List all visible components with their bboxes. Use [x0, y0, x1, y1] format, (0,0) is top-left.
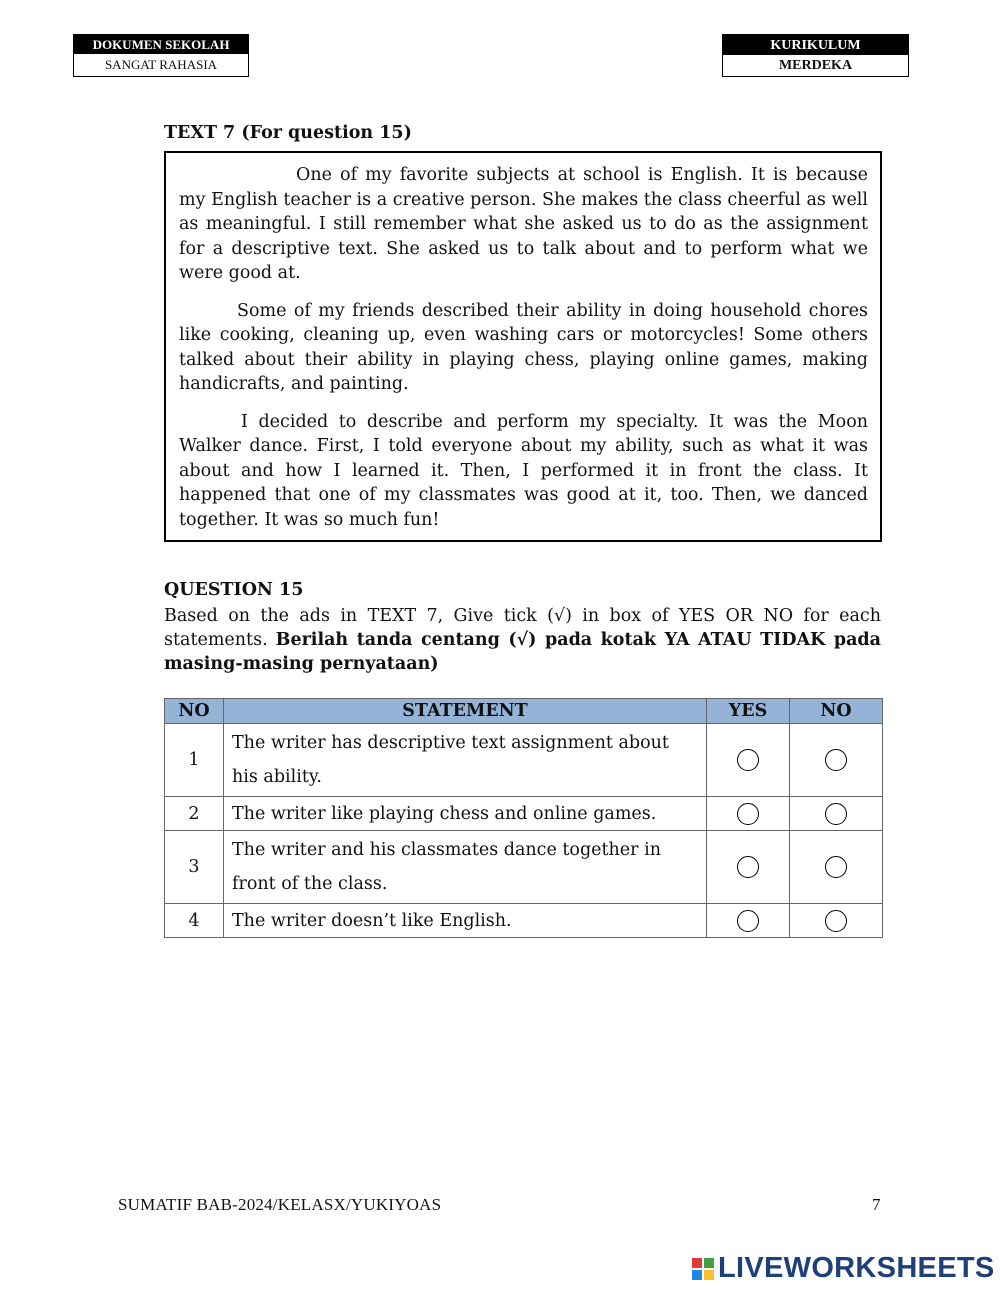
page-number: 7	[872, 1195, 881, 1214]
col-no: NO	[165, 699, 224, 724]
table-row	[165, 724, 883, 797]
col-yes: YES	[707, 699, 790, 724]
row-number: 2	[165, 797, 224, 831]
col-statement: STATEMENT	[224, 699, 707, 724]
no-option-3[interactable]	[790, 831, 883, 904]
liveworksheets-brand[interactable]	[692, 1252, 995, 1285]
header-left-bottom: SANGAT RAHASIA	[104, 57, 218, 72]
header-right-top: KURIKULUM	[723, 35, 908, 55]
reading-passage	[164, 151, 882, 542]
paragraph-1: One of my favorite subjects at school is English. It is because my English teacher is a creative person. She makes the class cheerful as well as meaningful. I still remember what she asked us to do as the assignment for a descriptive text. She asked us to talk about and to perform what we were good at.	[179, 165, 868, 283]
yes-radio-circle[interactable]	[737, 749, 759, 771]
table-row	[165, 904, 883, 938]
no-radio-circle[interactable]	[825, 910, 847, 932]
row-statement: The writer doesn’t like English.	[224, 904, 707, 938]
row-number: 1	[165, 724, 224, 797]
no-option-1[interactable]	[790, 724, 883, 797]
row-number: 4	[165, 904, 224, 938]
row-number: 3	[165, 831, 224, 904]
question-instruction	[164, 604, 881, 676]
row-statement: The writer has descriptive text assignment about his ability.	[224, 724, 707, 797]
header-curriculum	[722, 34, 909, 77]
no-option-2[interactable]	[790, 797, 883, 831]
answer-table	[164, 698, 883, 938]
liveworksheets-logo-icon	[692, 1258, 714, 1280]
no-radio-circle[interactable]	[825, 749, 847, 771]
brand-name: LIVEWORKSHEETS	[718, 1252, 995, 1284]
text-title: TEXT 7 (For question 15)	[164, 123, 412, 143]
paragraph-3: I decided to describe and perform my specialty. It was the Moon Walker dance. First, I told everyone about my ability, such as what it was about and how I learned it. Then, I performed it in front the class. It happened that one of my classmates was good at it, too. Then, we danced together. It was so much fun!	[179, 411, 868, 530]
no-radio-circle[interactable]	[825, 803, 847, 825]
table-row	[165, 797, 883, 831]
no-radio-circle[interactable]	[825, 856, 847, 878]
yes-radio-circle[interactable]	[737, 856, 759, 878]
row-statement: The writer and his classmates dance together in front of the class.	[224, 831, 707, 904]
logo-square-yellow	[704, 1270, 714, 1280]
paragraph-2: Some of my friends described their ability in doing household chores like cooking, cleaning up, even washing cars or motorcycles! Some others talked about their ability in playing chess, playing online games, making handicrafts, and painting.	[179, 300, 868, 394]
yes-radio-circle[interactable]	[737, 803, 759, 825]
instruction-bold: Berilah tanda centang (√) pada kotak YA ATAU TIDAK pada masing-masing pernyataan)	[164, 630, 881, 674]
no-option-4[interactable]	[790, 904, 883, 938]
yes-option-1[interactable]	[707, 724, 790, 797]
header-right-bottom: MERDEKA	[778, 58, 853, 73]
table-row	[165, 831, 883, 904]
col-no-answer: NO	[790, 699, 883, 724]
row-statement: The writer like playing chess and online games.	[224, 797, 707, 831]
yes-radio-circle[interactable]	[737, 910, 759, 932]
instruction-text: Based on the ads in TEXT 7, Give tick (√) in box of YES OR NO for each statements.	[164, 606, 881, 650]
yes-option-4[interactable]	[707, 904, 790, 938]
table-header	[165, 699, 883, 724]
yes-option-3[interactable]	[707, 831, 790, 904]
logo-square-blue	[692, 1270, 702, 1280]
logo-square-green	[704, 1258, 714, 1268]
header-left-top: DOKUMEN SEKOLAH	[74, 35, 248, 54]
logo-square-red	[692, 1258, 702, 1268]
footer-code: SUMATIF BAB-2024/KELASX/YUKIYOAS	[118, 1195, 442, 1214]
yes-option-2[interactable]	[707, 797, 790, 831]
header-school-document	[73, 34, 249, 77]
question-title: QUESTION 15	[164, 580, 304, 600]
